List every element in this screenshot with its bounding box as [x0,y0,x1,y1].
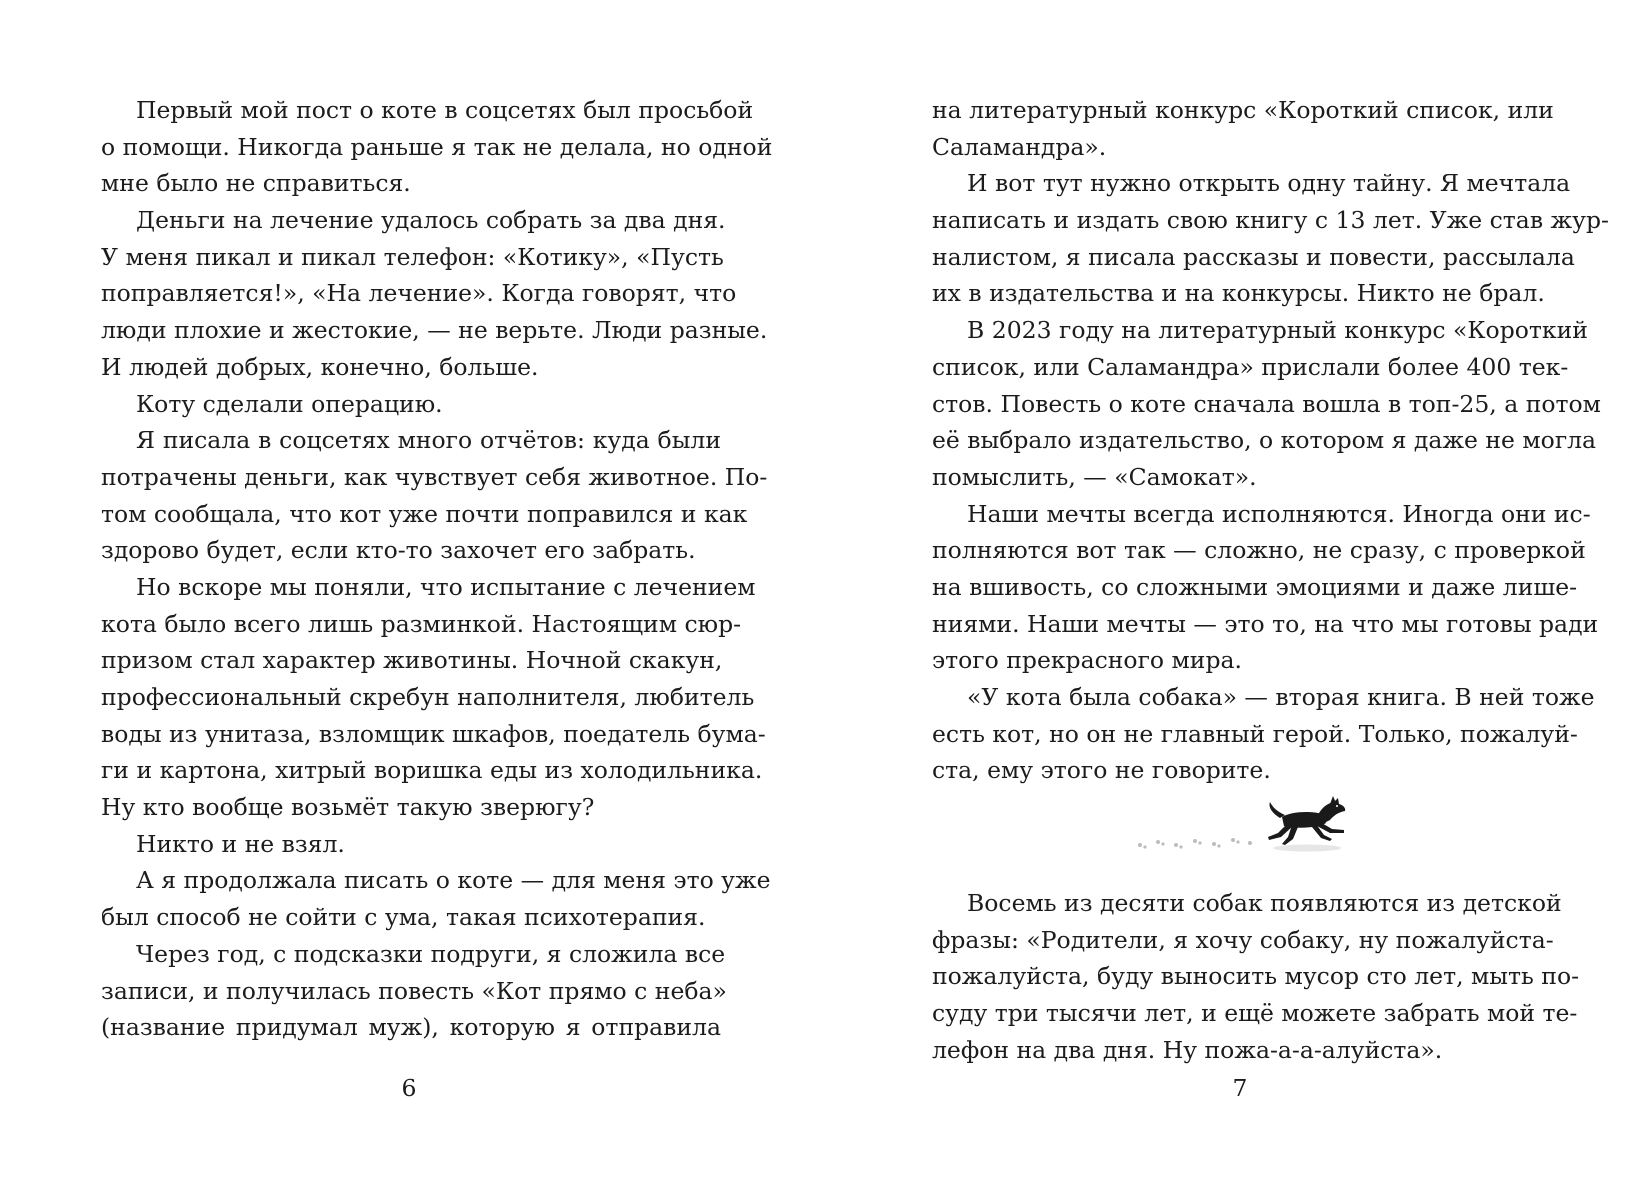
text-line: Я писала в соцсетях много отчётов: куда были [136,426,721,455]
text-line: лефон на два дня. Ну пожа-а-а-алуйста». [932,1035,1443,1064]
text-line: их в издательства и на конкурсы. Никто не брал. [932,279,1545,308]
text-line: призом стал характер животины. Ночной скакун, [101,646,723,675]
text-line: Через год, с подсказки подруги, я сложила все [136,939,726,968]
page-number-right: 7 [1232,1074,1248,1102]
text-line: ги и картона, хитрый воришка еды из холодильника. [101,756,763,785]
left-page [101,92,773,1046]
text-line: ниями. Наши мечты — это то, на что мы готовы ради [932,609,1599,638]
text-line: Никто и не взял. [136,829,345,858]
text-line: Ну кто вообще возьмёт такую зверюгу? [101,793,595,822]
ornament-illustration [932,793,1552,855]
running-dog-icon [1132,793,1352,855]
text-line: воды из унитаза, взломщик шкафов, поедатель бума- [101,719,766,748]
text-line: том сообщала, что кот уже почти поправился и как [101,499,748,528]
text-line: «У кота была собака» — вторая книга. В ней тоже [967,683,1595,711]
text-line: этого прекрасного мира. [932,646,1242,675]
text-line: был способ не сойти с ума, такая психотерапия. [101,903,706,932]
text-line: на литературный конкурс «Короткий список, или [932,96,1554,124]
page-number-left: 6 [401,1074,417,1102]
text-line: на вшивость, со сложными эмоциями и даже лише- [932,572,1578,601]
text-line: Наши мечты всегда исполняются. Иногда они ис- [967,499,1591,528]
text-line: Первый мой пост о коте в соцсетях был просьбой [136,96,754,124]
text-line: Коту сделали операцию. [136,389,443,418]
text-line: кота было всего лишь разминкой. Настоящим сюр- [101,609,742,638]
text-line: И вот тут нужно открыть одну тайну. Я мечтала [967,169,1571,198]
text-line: люди плохие и жестокие, — не верьте. Люди разные. [101,316,768,345]
text-line: В 2023 году на литературный конкурс «Короткий [967,316,1588,345]
paw-trail [1138,838,1252,849]
text-line: написать и издать свою книгу с 13 лет. Уже став жур- [932,206,1609,235]
text-line: налистом, я писала рассказы и повести, рассылала [932,242,1575,271]
text-line: здорово будет, если кто-то захочет его забрать. [101,536,696,565]
text-line: полняются вот так — сложно, не сразу, с проверкой [932,536,1586,565]
text-line: профессиональный скребун наполнителя, любитель [101,683,755,711]
text-line: Восемь из десяти собак появляются из детской [967,889,1562,918]
text-line: о помощи. Никогда раньше я так не делала, но одной [101,132,773,161]
text-line: стов. Повесть о коте сначала вошла в топ-25, а потом [932,389,1601,418]
text-line: список, или Саламандра» прислали более 400 тек- [932,352,1569,381]
text-line: Деньги на лечение удалось собрать за два дня. [136,206,726,235]
text-line: И людей добрых, конечно, больше. [101,352,539,381]
text-line: ста, ему этого не говорите. [932,756,1271,785]
text-line: фразы: «Родители, я хочу собаку, ну пожалуйста- [932,925,1554,954]
text-line: записи, и получилась повесть «Кот прямо с неба» [101,976,727,1005]
right-page [932,92,1609,1069]
text-line: Но вскоре мы поняли, что испытание с лечением [136,572,756,601]
text-line: поправляется!», «На лечение». Когда говорят, что [101,279,737,308]
text-line: Саламандра». [932,132,1107,161]
text-line: (название придумал муж), которую я отправила [101,1013,721,1042]
text-line: её выбрало издательство, о котором я даже не могла [932,426,1597,455]
text-line: есть кот, но он не главный герой. Только, пожалуй- [932,719,1578,748]
text-line: суду три тысячи лет, и ещё можете забрать мой те- [932,999,1578,1028]
text-line: У меня пикал и пикал телефон: «Котику», «Пусть [101,242,724,271]
text-line: А я продолжала писать о коте — для меня это уже [136,866,771,895]
text-line: пожалуйста, буду выносить мусор сто лет, мыть по- [932,962,1580,991]
text-line: потрачены деньги, как чувствует себя животное. По- [101,462,768,491]
text-line: помыслить, — «Самокат». [932,462,1257,491]
text-line: мне было не справиться. [101,169,411,198]
